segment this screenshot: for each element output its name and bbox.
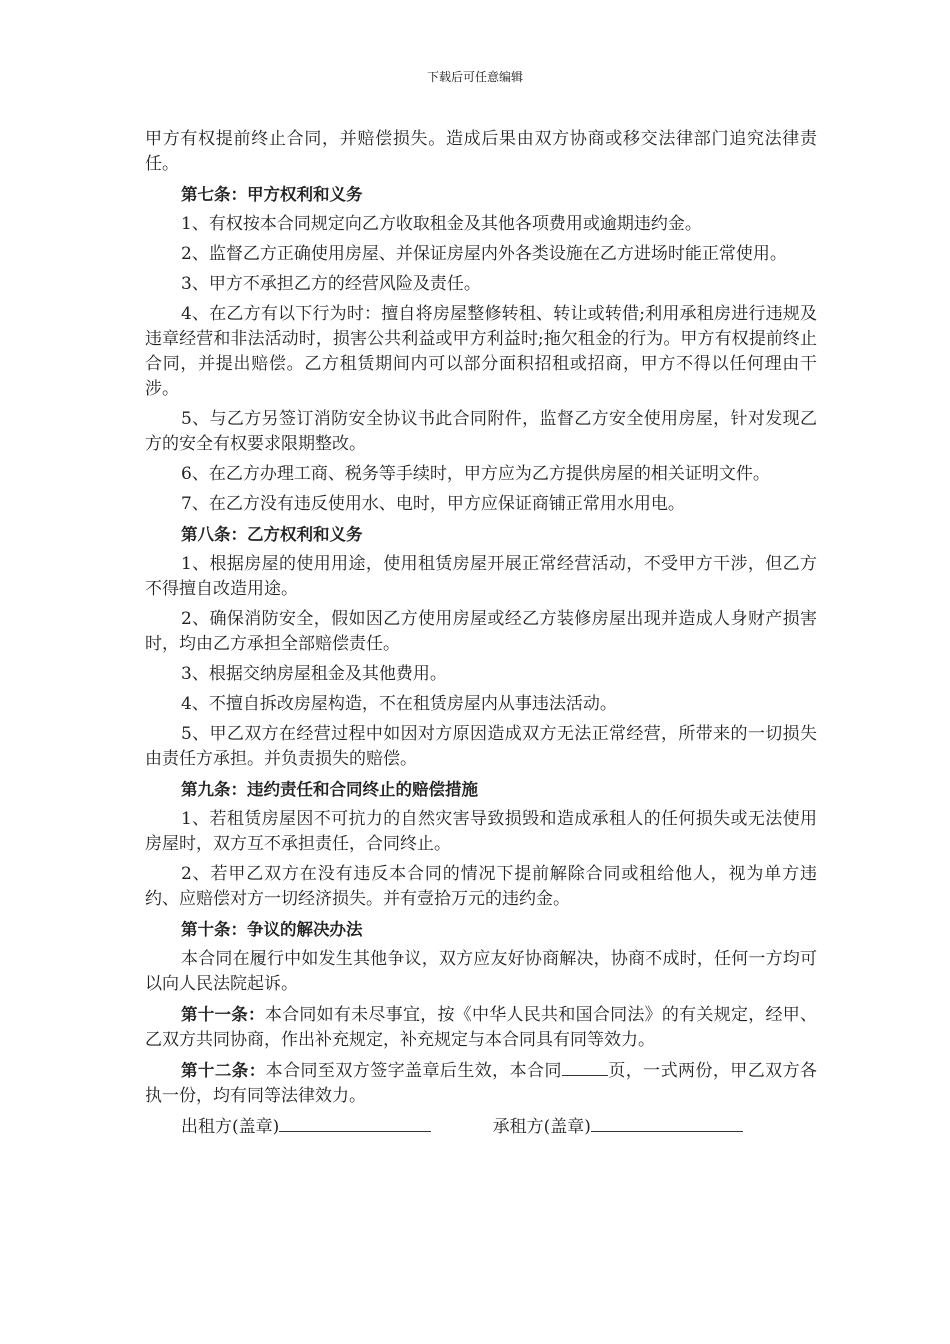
article-11-paragraph [145, 1002, 817, 1053]
article-8-item: 3、根据交纳房屋租金及其他费用。 [181, 664, 447, 684]
intro-paragraph: 甲方有权提前终止合同，并赔偿损失。造成后果由双方协商或移交法律部门追究法律责任。 [145, 129, 817, 174]
page-header: 下载后可任意编辑 [426, 70, 523, 84]
article-7-item: 6、在乙方办理工商、税务等手续时，甲方应为乙方提供房屋的相关证明文件。 [181, 464, 770, 484]
article-7-item: 4、在乙方有以下行为时：擅自将房屋整修转租、转让或转借;利用承租房进行违规及违章经营和非法活动时，损害公共利益或甲方利益时;拖欠租金的行为。甲方有权提前终止合同，并提出赔偿。乙方租赁期间内可以部分面积招租或招商，甲方不得以任何理由干涉。 [145, 304, 817, 399]
article-9-heading: 第九条：违约责任和合同终止的赔偿措施 [181, 780, 478, 799]
lessee-signature [493, 1115, 743, 1140]
article-7-item: 2、监督乙方正确使用房屋、并保证房屋内外各类设施在乙方进场时能正常使用。 [181, 244, 787, 264]
article-11-lead: 第十一条： [181, 1005, 265, 1024]
article-9-item: 2、若甲乙双方在没有违反本合同的情况下提前解除合同或租给他人，视为单方违约、应赔偿对方一切经济损失。并有壹拾万元的违约金。 [145, 864, 817, 909]
article-7-item: 3、甲方不承担乙方的经营风险及责任。 [181, 274, 481, 294]
article-8-item: 4、不擅自拆改房屋构造，不在租赁房屋内从事违法活动。 [181, 694, 617, 714]
lessee-label: 承租方(盖章) [492, 1117, 591, 1137]
article-9-item: 1、若租赁房屋因不可抗力的自然灾害导致损毁和造成承租人的任何损失或无法使用房屋时，双方互不承担责任，合同终止。 [145, 809, 817, 854]
article-12-lead: 第十二条： [181, 1061, 266, 1080]
page-count-blank [562, 1059, 608, 1076]
article-7-item: 5、与乙方另签订消防安全协议书此合同附件，监督乙方安全使用房屋，针对发现乙方的安全有权要求限期整改。 [145, 409, 817, 454]
article-10-heading: 第十条：争议的解决办法 [181, 920, 363, 939]
lessor-label: 出租方(盖章) [181, 1117, 280, 1137]
article-7-item: 1、有权按本合同规定向乙方收取租金及其他各项费用或逾期违约金。 [181, 214, 702, 234]
article-10-text: 本合同在履行中如发生其他争议，双方应友好协商解决，协商不成时，任何一方均可以向人民法院起诉。 [145, 949, 817, 994]
article-8-item: 5、甲乙双方在经营过程中如因对方原因造成双方无法正常经营，所带来的一切损失由责任方承担。并负责损失的赔偿。 [145, 724, 817, 769]
lessor-signature-line [279, 1115, 431, 1132]
article-7-item: 7、在乙方没有违反使用水、电时，甲方应保证商铺正常用水用电。 [181, 494, 685, 514]
lessor-signature [181, 1115, 431, 1140]
lessee-signature-line [591, 1115, 743, 1132]
article-8-heading: 第八条：乙方权利和义务 [181, 525, 363, 544]
article-8-item: 1、根据房屋的使用用途，使用租赁房屋开展正常经营活动，不受甲方干涉，但乙方不得擅自改造用途。 [145, 554, 817, 599]
article-12-text-b: 页，一式两份，甲乙双方各执一份，均有同等法律效力。 [145, 1061, 818, 1106]
article-12-text-a: 本合同至双方签字盖章后生效，本合同 [265, 1061, 562, 1081]
contract-body [145, 127, 817, 1140]
signature-row [145, 1115, 817, 1140]
article-7-heading: 第七条：甲方权利和义务 [181, 185, 363, 204]
article-8-item: 2、确保消防安全，假如因乙方使用房屋或经乙方装修房屋出现并造成人身财产损害时，均由乙方承担全部赔偿责任。 [145, 609, 817, 654]
article-12-paragraph [145, 1058, 817, 1109]
article-11-text: 本合同如有未尽事宜，按《中华人民共和国合同法》的有关规定，经甲、乙双方共同协商，作出补充规定，补充规定与本合同具有同等效力。 [145, 1005, 818, 1050]
